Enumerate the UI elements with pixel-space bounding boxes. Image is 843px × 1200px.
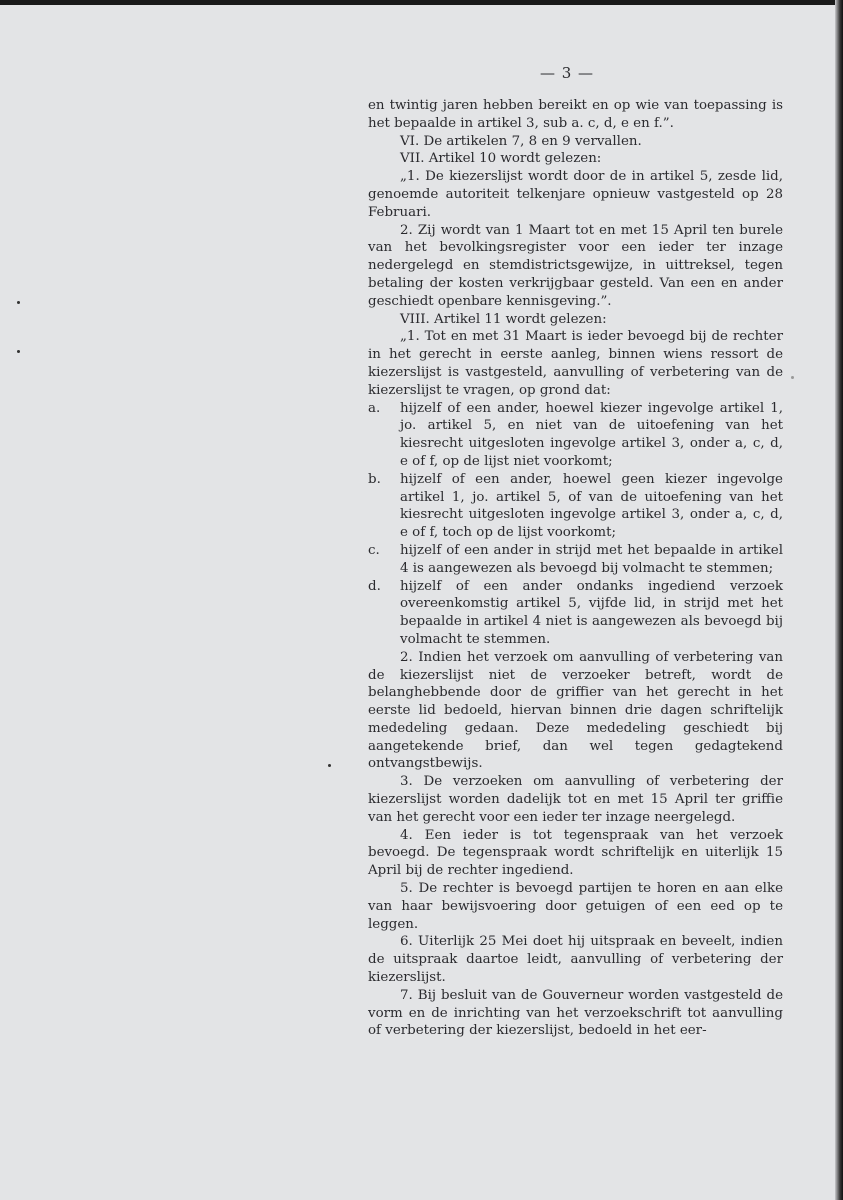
- list-marker: a.: [368, 400, 381, 416]
- scan-speck: [17, 301, 20, 304]
- text-line: 2. Zij wordt van 1 Maart tot en met 15 April ten burele van het bevolkingsregister voor een ieder ter inzage nedergelegd en stemdistrictsgewijze, in uittreksel, tegen betaling der kosten verkrijgbaar gesteld. Van een en ander geschiedt openbare kennisgeving.”.: [368, 222, 783, 309]
- paragraph: 5. De rechter is bevoegd partijen te horen en aan elke van haar bewijsvoering door getuigen of een eed op te leggen.: [368, 881, 783, 932]
- list-text: hijzelf of een ander in strijd met het bepaalde in artikel 4 is aangewezen als bevoegd bij volmacht te stemmen;: [400, 542, 783, 576]
- page-number: — 3 —: [539, 64, 595, 82]
- list-marker: c.: [368, 542, 380, 558]
- list-text: hijzelf of een ander, hoewel geen kiezer ingevolge artikel 1, jo. artikel 5, of van de uitoefening van het kiesrecht uitgesloten ingevolge artikel 3, onder a, c, d, e of f, toch op de lijst voorkomt;: [400, 471, 783, 541]
- list-marker: b.: [368, 471, 381, 487]
- list-marker: d.: [368, 578, 381, 594]
- scan-edge-right: [835, 0, 843, 1200]
- text-line: „1. De kiezerslijst wordt door de in artikel 5, zesde lid, genoemde autoriteit telkenjare opnieuw vastgesteld op 28 Februari.: [368, 169, 783, 220]
- text-line: VI. De artikelen 7, 8 en 9 vervallen.: [400, 133, 642, 149]
- list-item: [368, 542, 783, 578]
- text-line: „1. Tot en met 31 Maart is ieder bevoegd bij de rechter in het gerecht in eerste aanleg, binnen wiens ressort de kiezerslijst is vastgesteld, aanvulling of verbetering van de kiezerslijst te vragen, op grond dat:: [368, 329, 783, 398]
- list-item: [368, 471, 783, 542]
- paragraph: 7. Bij besluit van de Gouverneur worden vastgesteld de vorm en de inrichting van het verzoekschrift tot aanvulling of verbetering der kiezerslijst, bedoeld in het eer-: [368, 987, 783, 1039]
- list-item: [368, 400, 783, 471]
- scan-edge-top: [0, 0, 843, 5]
- list-text: hijzelf of een ander, hoewel kiezer ingevolge artikel 1, jo. artikel 5, en niet van de uitoefening van het kiesrecht uitgesloten ingevolge artikel 3, onder a, c, d, e of f, op de lijst niet voorkomt;: [400, 400, 783, 469]
- paragraph: 4. Een ieder is tot tegenspraak van het verzoek bevoegd. De tegenspraak wordt schriftelijk en uiterlijk 15 April bij de rechter ingediend.: [368, 827, 783, 879]
- text-line: VII. Artikel 10 wordt gelezen:: [400, 151, 602, 167]
- list-text: hijzelf of een ander ondanks ingediend verzoek overeenkomstig artikel 5, vijfde lid, in strijd met het bepaalde in artikel 4 niet is aangewezen als bevoegd bij volmacht te stemmen.: [400, 578, 783, 647]
- paragraph: 3. De verzoeken om aanvulling of verbetering der kiezerslijst worden dadelijk tot en met 15 April ter griffie van het gerecht voor een ieder ter inzage neergelegd.: [368, 774, 783, 825]
- paragraph: 6. Uiterlijk 25 Mei doet hij uitspraak en beveelt, indien de uitspraak daartoe leidt, aanvulling of verbetering der kiezerslijst.: [368, 934, 783, 986]
- text-line: VIII. Artikel 11 wordt gelezen:: [400, 311, 607, 327]
- scan-speck: [791, 376, 794, 379]
- page-body: [368, 97, 783, 1040]
- scan-speck: [17, 350, 20, 353]
- scan-speck: [328, 764, 331, 767]
- list-item: [368, 578, 783, 649]
- text-line: en twintig jaren hebben bereikt en op wie van toepassing is het bepaalde in artikel 3, sub a. c, d, e en f.”.: [368, 98, 783, 131]
- paragraph: 2. Indien het verzoek om aanvulling of verbetering van de kiezerslijst niet de verzoeker betreft, wordt de belanghebbende door de griffier van het gerecht in het eerste lid bedoeld, hiervan binnen drie dagen schriftelijk mededeling gedaan. Deze mededeling geschiedt bij aangetekende brief, dan wel tegen gedagtekend ontvangstbewijs.: [368, 649, 783, 772]
